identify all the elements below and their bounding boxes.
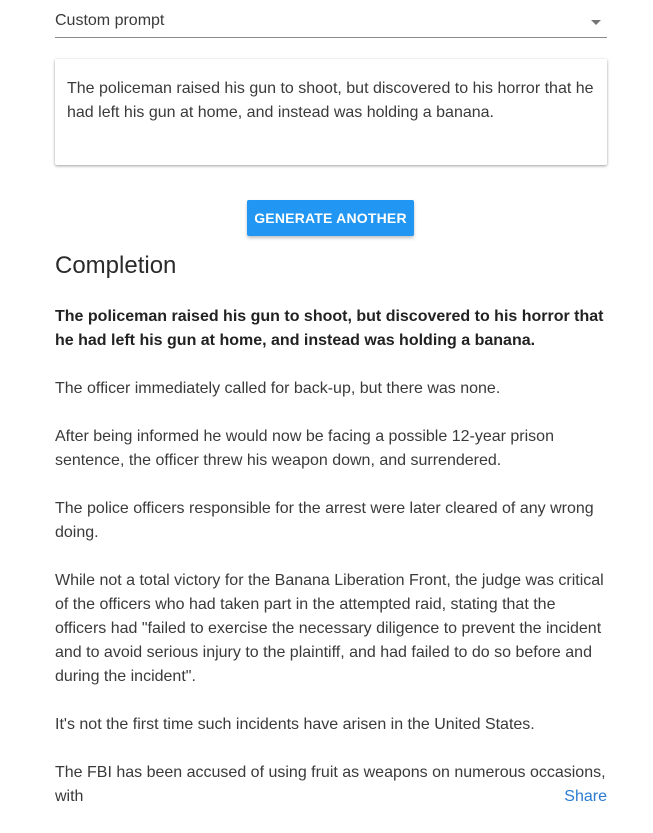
share-link[interactable]: Share	[564, 788, 607, 805]
completion-heading: Completion	[55, 252, 177, 279]
prompt-input-card[interactable]	[55, 59, 607, 165]
prompt-textarea[interactable]: The policeman raised his gun to shoot, but discovered to his horror that he had left his gun at home, and instead was holding a banana.	[67, 80, 594, 121]
completion-paragraph: The police officers responsible for the arrest were later cleared of any wrong doing.	[55, 500, 594, 541]
completion-paragraph: While not a total victory for the Banana Liberation Front, the judge was critical of the officers who had taken part in the attempted raid, stating that the officers had "failed to exercise the necessary diligence to prevent the incident and to avoid serious injury to the plaintiff, and had failed to do so before and during the incident".	[55, 572, 604, 685]
completion-prompt-echo: The policeman raised his gun to shoot, but discovered to his horror that he had left his gun at home, and instead was holding a banana.	[55, 308, 604, 349]
generate-another-button[interactable]: GENERATE ANOTHER	[247, 200, 414, 236]
prompt-select-value: Custom prompt	[55, 12, 165, 29]
completion-paragraph: After being informed he would now be facing a possible 12-year prison sentence, the officer threw his weapon down, and surrendered.	[55, 428, 554, 469]
completion-paragraph: It's not the first time such incidents have arisen in the United States.	[55, 716, 535, 733]
prompt-select[interactable]	[55, 8, 607, 38]
dropdown-arrow-icon[interactable]	[591, 20, 601, 25]
completion-paragraph: The FBI has been accused of using fruit as weapons on numerous occasions, with	[55, 764, 606, 805]
completion-paragraph: The officer immediately called for back-up, but there was none.	[55, 380, 501, 397]
completion-text	[55, 305, 607, 833]
